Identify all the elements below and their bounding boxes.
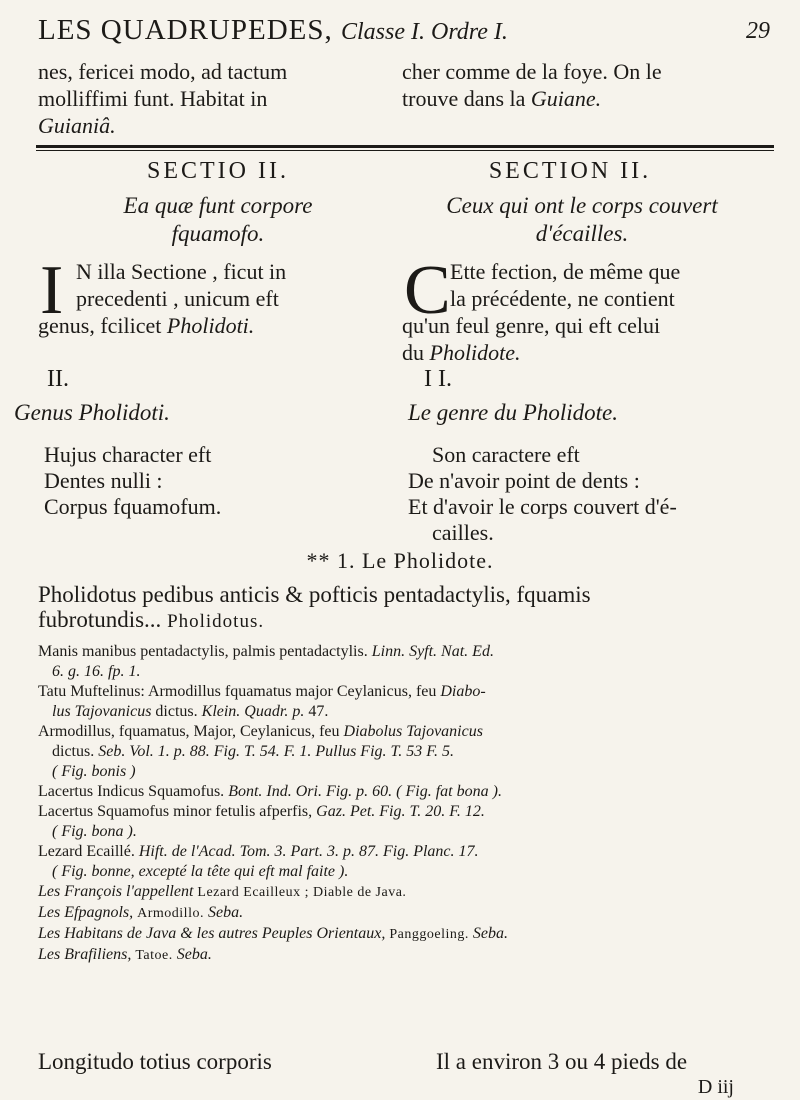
signature-mark: D iij [697,1076,734,1098]
section-rule-thick [36,145,774,148]
species-diagnosis: Pholidotus pedibus anticis & pofticis pentadactylis, fquamis fubrotundis... Pholidotus. [38,582,591,632]
page-number: 29 [746,18,770,44]
french-section-subtitle: Ceux qui ont le corps couvert d'écailles. [446,193,718,246]
ref-academie: Lezard Ecaillé. Hift. de l'Acad. Tom. 3. Part. 3. p. 87. Fig. Planc. 17. [38,843,479,860]
running-head [38,14,508,47]
ref-gazophylacium: Lacertus Squamofus minor fetulis afperfis, Gaz. Pet. Fig. T. 20. F. 12. [38,803,485,820]
vernacular-java: Les Habitans de Java & les autres Peuples Orientaux, Panggoeling. Seba. [38,925,508,942]
vernacular-french: Les François l'appellent Lezard Ecailleux ; Diable de Java. [38,883,407,900]
latin-section-para: N illa Sectione , ficut in precedenti , unicum eft [76,259,287,311]
ref-klein: Tatu Muftelinus: Armodillus fquamatus major Ceylanicus, feu Diabo- [38,683,486,700]
latin-dropcap: I [40,252,64,329]
ref-bontius: Lacertus Indicus Squamofus. Bont. Ind. Ori. Fig. p. 60. ( Fig. fat bona ). [38,783,502,800]
latin-genus-number: II. [47,366,69,392]
section-rule-thin [36,150,774,151]
latin-section-subtitle: Ea quæ funt corpore fquamofo. [123,193,313,246]
latin-final-line: Longitudo totius corporis [38,1049,272,1074]
french-section-para: Ette fection, de même que la précédente, ne contient [450,259,681,311]
ref-seba: Armodillus, fquamatus, Major, Ceylanicus, feu Diabolus Tajovanicus [38,723,483,740]
vernacular-spanish: Les Efpagnols, Armodillo. Seba. [38,904,244,921]
latin-genus-character: Hujus character eft Dentes nulli : Corpus fquamofum. [44,442,222,519]
running-title: LES QUADRUPEDES, [38,14,333,46]
latin-section-para-end: genus, fcilicet Pholidoti. [38,313,255,338]
species-heading: ** 1. Le Pholidote. [306,548,494,573]
latin-section-title: SECTIO II. [147,158,289,184]
french-final-line: Il a environ 3 ou 4 pieds de [436,1049,688,1074]
ref-linnaeus: Manis manibus pentadactylis, palmis pentadactylis. Linn. Syft. Nat. Ed. [38,643,494,660]
french-section-title: SECTION II. [488,158,652,184]
synonymy-references: Manis manibus pentadactylis, palmis pentadactylis. Linn. Syft. Nat. Ed. 6. g. 16. fp. 1. Tatu Muftelinus: Armodillus fquamatus major Ceylanicus, feu Diabo- lus Tajovanicus dictus. Klein. Quadr. p. 47. Armodillus, fquamatus, Major, Ceylanicus, feu Diabolus Tajovanicus dictus. Seb. Vol. 1. p. 88. Fig. T. 54. F. 1. Pullus Fig. T. 53 F. 5. ( Fig. bonis ) Lacertus Indicus Squamofus. Bont. Ind. Ori. Fig. p. 60. ( Fig. fat bona ). Lacertus Squamofus minor fetulis afperfis, Gaz. Pet. Fig. T. 20. F. 12. ( Fig. bona ). Lezard Ecaillé. Hift. de l'Acad. Tom. 3. Part. 3. p. 87. Fig. Planc. 17. ( Fig. bonne, excepté la tête qui eft mal faite ). Les François l'appellent Lezard Ecailleux ; Diable de Java. Les Efpagnols, Armodillo. Seba. Les Habitans de Java & les autres Peuples Orientaux, Panggoeling. Seba. Les Brafiliens, Tatoe. Seba. [38,642,508,966]
french-section-para-end: qu'un feul genre, qui eft celui du Pholidote. [402,313,661,365]
french-carryover: cher comme de la foye. On le trouve dans la Guiane. [402,59,662,111]
latin-carryover: nes, fericei modo, ad tactum molliffimi funt. Habitat in Guianiâ. [38,59,288,138]
vernacular-brazil: Les Brafiliens, Tatoe. Seba. [38,946,212,963]
classis-label: Classe I. Ordre I. [341,19,508,45]
french-dropcap: C [404,252,451,329]
french-genus-title: Le genre du Pholidote. [408,400,618,425]
french-genus-character: Son caractere eft De n'avoir point de dents : Et d'avoir le corps couvert d'é- cailles. [408,442,677,545]
latin-genus-title: Genus Pholidoti. [14,400,170,425]
french-genus-number: I I. [424,366,452,392]
